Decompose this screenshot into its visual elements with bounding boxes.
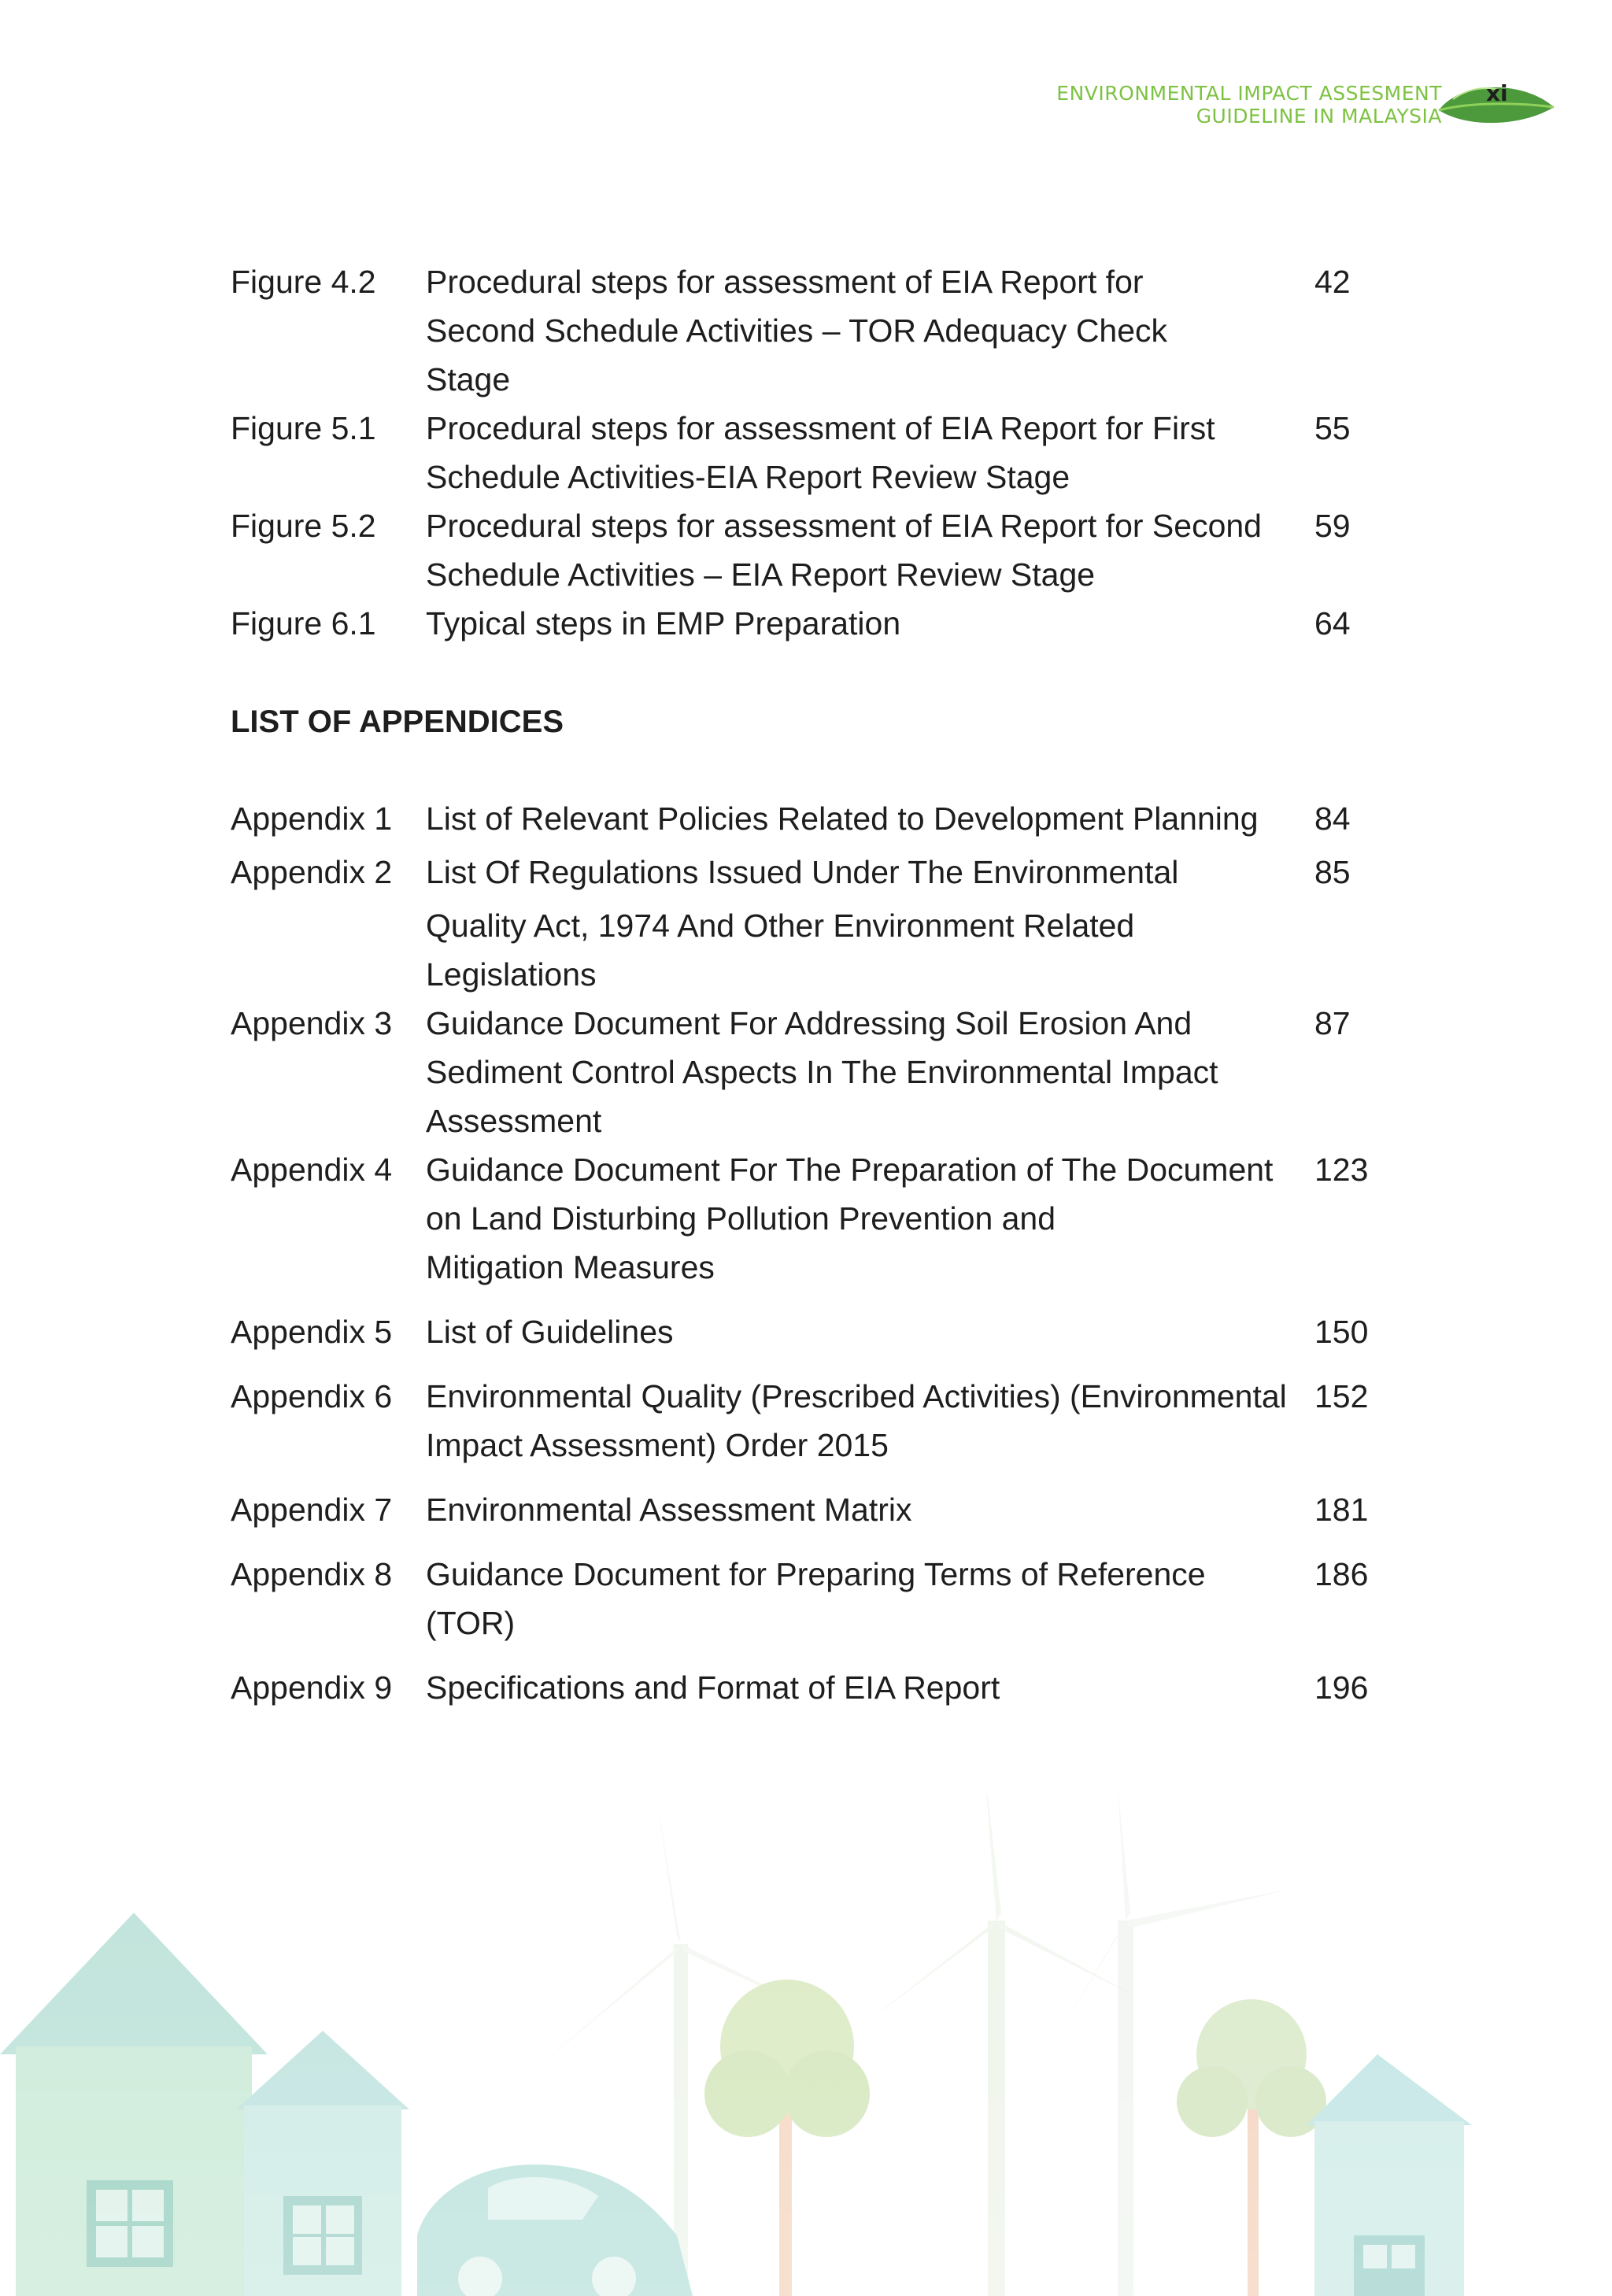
entry-page: 150 [1314, 1314, 1369, 1350]
title-line: List of Guidelines [426, 1314, 674, 1350]
title-line: List of Relevant Policies Related to Development Planning [426, 800, 1259, 837]
entry-page: 55 [1314, 410, 1351, 446]
appendices-list [231, 794, 1380, 1712]
entry-title [426, 1663, 1280, 1712]
appendix-entry [231, 1145, 1380, 1292]
entry-page: 84 [1314, 800, 1351, 837]
title-line: Stage [426, 361, 511, 397]
entry-page: 152 [1314, 1378, 1369, 1414]
header-title-line1: ENVIRONMENTAL IMPACT ASSESMENT [1056, 82, 1442, 105]
entry-title [426, 257, 1280, 404]
entry-page: 181 [1314, 1492, 1369, 1528]
title-line: Procedural steps for assessment of EIA Report for Second [426, 508, 1262, 544]
section-heading: LIST OF APPENDICES [231, 704, 564, 739]
title-line: Legislations [426, 956, 597, 993]
running-header [1056, 82, 1442, 128]
title-line: Environmental Quality (Prescribed Activities) (Environmental [426, 1378, 1287, 1414]
appendix-entry [231, 999, 1380, 1145]
entry-title [426, 999, 1280, 1145]
title-line: Quality Act, 1974 And Other Environment Related [426, 908, 1135, 944]
entry-label: Appendix 4 [231, 1152, 393, 1188]
title-line: Typical steps in EMP Preparation [426, 605, 901, 641]
title-line: on Land Disturbing Pollution Prevention and [426, 1200, 1056, 1237]
appendix-entry [231, 1372, 1380, 1470]
appendix-entry [231, 1307, 1380, 1356]
entry-label: Appendix 5 [231, 1314, 393, 1350]
title-line: Sediment Control Aspects In The Environmental Impact [426, 1054, 1218, 1090]
figure-entry [231, 257, 1380, 404]
appendix-entry [231, 1485, 1380, 1534]
entry-page: 85 [1314, 854, 1351, 890]
entry-title [426, 501, 1280, 599]
entry-label: Appendix 2 [231, 854, 393, 890]
entry-label: Appendix 8 [231, 1556, 393, 1592]
entry-page: 59 [1314, 508, 1351, 544]
entry-title [426, 1550, 1280, 1647]
appendix-entry [231, 848, 1380, 999]
entry-page: 87 [1314, 1005, 1351, 1041]
figures-list [231, 257, 1380, 648]
appendix-entry [231, 1550, 1380, 1647]
entry-title [426, 599, 1280, 648]
title-line: List Of Regulations Issued Under The Environmental [426, 854, 1179, 890]
title-line: Second Schedule Activities – TOR Adequacy Check [426, 312, 1168, 349]
appendix-entry [231, 794, 1380, 843]
figure-entry [231, 501, 1380, 599]
entry-label: Figure 6.1 [231, 605, 376, 641]
figure-entry [231, 599, 1380, 648]
entry-page: 64 [1314, 605, 1351, 641]
title-line: Procedural steps for assessment of EIA Report for First [426, 410, 1215, 446]
page-number: xi [1486, 80, 1508, 106]
entry-label: Appendix 1 [231, 800, 393, 837]
entry-title [426, 404, 1280, 501]
entry-label: Appendix 6 [231, 1378, 393, 1414]
entry-label: Figure 4.2 [231, 264, 376, 300]
entry-page: 42 [1314, 264, 1351, 300]
entry-page: 123 [1314, 1152, 1369, 1188]
eco-town-illustration [0, 1795, 1612, 2296]
figure-entry [231, 404, 1380, 501]
title-line: Environmental Assessment Matrix [426, 1492, 912, 1528]
title-line: Schedule Activities-EIA Report Review Stage [426, 459, 1070, 495]
header-title-line2: GUIDELINE IN MALAYSIA [1196, 105, 1442, 128]
title-line: Guidance Document For Addressing Soil Erosion And [426, 1005, 1192, 1041]
title-line: Assessment [426, 1103, 602, 1139]
entry-label: Figure 5.1 [231, 410, 376, 446]
entry-title [426, 1307, 1280, 1356]
entry-title [426, 794, 1280, 843]
appendix-entry [231, 1663, 1380, 1712]
title-line: Mitigation Measures [426, 1249, 715, 1285]
title-line: Schedule Activities – EIA Report Review Stage [426, 556, 1096, 593]
entry-label: Appendix 7 [231, 1492, 393, 1528]
entry-title [426, 1372, 1287, 1470]
entry-title [426, 1485, 1280, 1534]
entry-title [426, 848, 1280, 999]
title-line: Procedural steps for assessment of EIA Report for [426, 264, 1144, 300]
entry-page: 196 [1314, 1669, 1369, 1706]
entry-label: Appendix 3 [231, 1005, 393, 1041]
entry-page: 186 [1314, 1556, 1369, 1592]
entry-label: Figure 5.2 [231, 508, 376, 544]
title-line: (TOR) [426, 1605, 516, 1641]
entry-title [426, 1145, 1280, 1292]
title-line: Guidance Document for Preparing Terms of Reference [426, 1556, 1206, 1592]
title-line: Specifications and Format of EIA Report [426, 1669, 1000, 1706]
title-line: Impact Assessment) Order 2015 [426, 1427, 889, 1463]
title-line: Guidance Document For The Preparation of The Document [426, 1152, 1274, 1188]
entry-label: Appendix 9 [231, 1669, 393, 1706]
